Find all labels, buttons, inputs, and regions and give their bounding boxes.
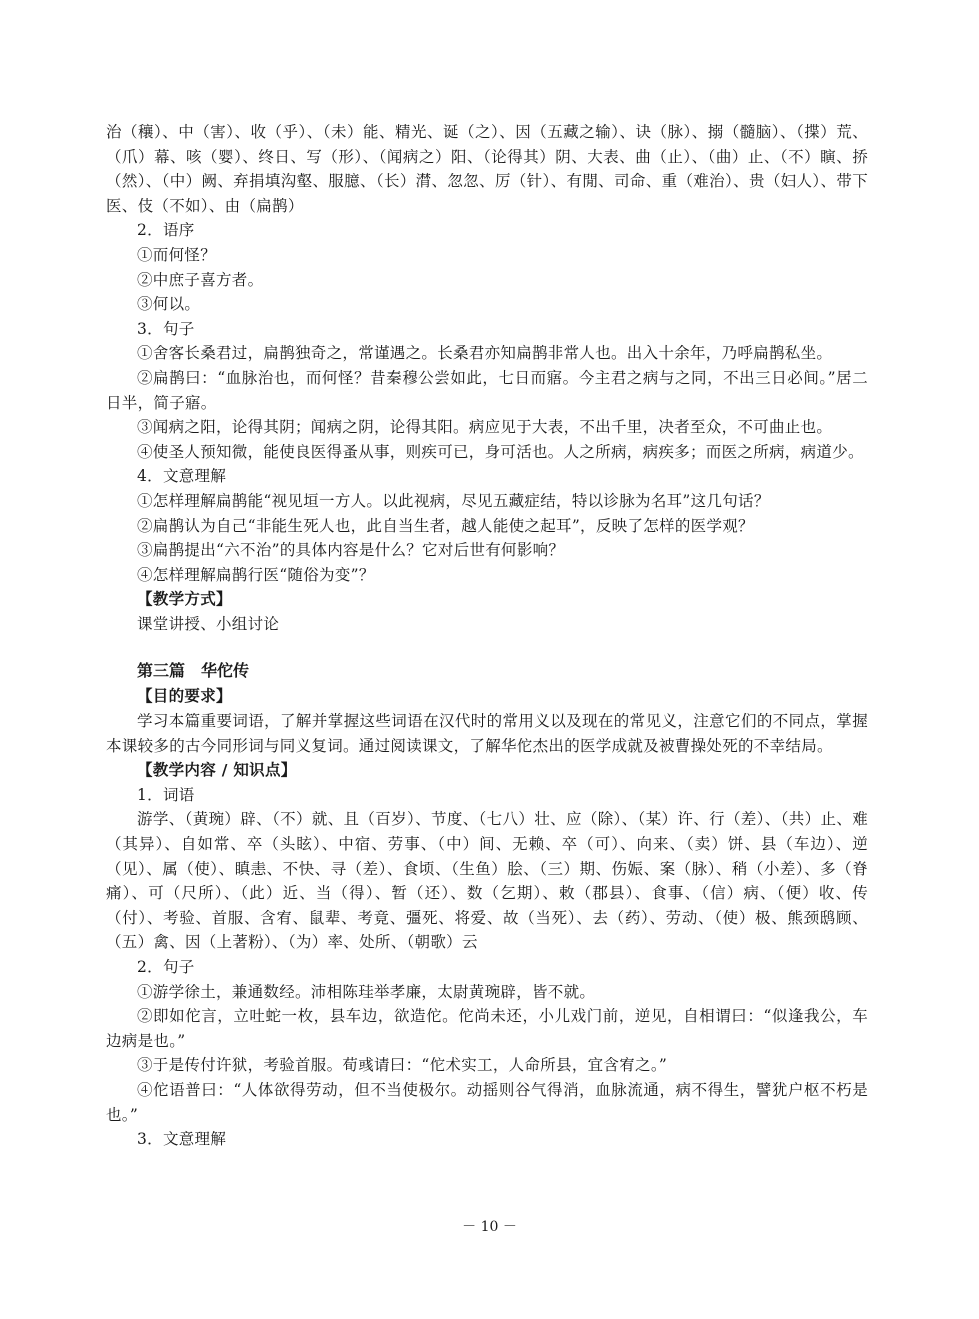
sentence-item: ②扁鹊曰：“血脉治也，而何怪？昔秦穆公尝如此，七日而寤。今主君之病与之同，不出三日必间。”居二日半，简子寤。 [106, 368, 868, 412]
comprehension-item: ④怎样理解扁鹊行医“随俗为变”？ [137, 565, 375, 584]
vocab-list-continued: 治（穰）、中（害）、收（乎）、（未）能、精光、诞（之）、因（五藏之输）、诀（脉）、搦（髓脑）、（揲）荒、（爪）幕、咳（婴）、终日、写（形）、（闻病之）阳、（论得其）阴、大表、曲（止）、（曲）止、（不）瞚、挢（然）、（中）阙、弃捐填沟壑、服臆、（长）潸、忽忽、厉（针）、有閒、司命、重（难治）、贵（妇人）、带下医、伎（不如）、由（扁鹊） [106, 123, 868, 215]
sentence-item: ④佗语普曰：“人体欲得劳动，但不当使极尔。动摇则谷气得消，血脉流通，病不得生，譬犹户枢不朽是也。” [106, 1080, 868, 1124]
sentence-item: ①游学徐土，兼通数经。沛相陈珪举孝廉，太尉黄琬辟，皆不就。 [137, 982, 596, 1001]
sentences-heading: 2．句子 [137, 958, 195, 976]
sentence-item: ②即如佗言，立吐蛇一枚，县车边，欲造佗。佗尚未还，小儿戏门前，逆见，自相谓曰：“似逢我公，车边病是也。” [106, 1007, 868, 1050]
word-order-item: ②中庶子喜方者。 [137, 270, 264, 289]
sentence-item: ①舍客长桑君过，扁鹊独奇之，常谨遇之。长桑君亦知扁鹊非常人也。出入十余年，乃呼扁鹊私坐。 [137, 344, 833, 363]
teaching-method-heading: 【教学方式】 [137, 590, 232, 609]
page-number: － 10 － [462, 1219, 517, 1235]
word-order-item: ①而何怪？ [137, 245, 217, 264]
sentence-item: ④使圣人预知微，能使良医得蚤从事，则疾可已，身可活也。人之所病，病疾多；而医之所病，病道少。 [137, 442, 864, 461]
comprehension-heading: 3．文意理解 [137, 1130, 227, 1149]
comprehension-item: ②扁鹊认为自己“非能生死人也，此自当生者，越人能使之起耳”，反映了怎样的医学观？ [137, 516, 754, 535]
word-order-item: ③何以。 [137, 295, 201, 314]
goal-heading: 【目的要求】 [137, 687, 232, 706]
article-title: 第三篇 华佗传 [137, 661, 250, 681]
comprehension-item: ③扁鹊提出“六不治”的具体内容是什么？它对后世有何影响？ [137, 541, 565, 560]
comprehension-heading: 4．文意理解 [137, 467, 227, 486]
vocab-list: 游学、（黄琬）辟、（不）就、且（百岁）、节度、（七八）壮、应（除）、（某）许、行（差）、（共）止、难（其异）、自如常、卒（头眩）、中宿、劳事、（中）间、无赖、卒（可）、向来、（卖）饼、县（车边）、逆（见）、属（使）、瞋恚、不快、寻（差）、食顷、（生鱼）脍、（三）期、伤娠、案（脉）、稍（小差）、多（脊痛）、可（尺所）、（此）近、当（得）、暂（还）、数（乞期）、敕（郡县）、食事、（信）病、（便）收、传（付）、考验、首服、含宥、鼠辈、考竟、彊死、将爱、故（当死）、去（药）、劳动、（使）极、熊颈鸱顾、（五）禽、因（上著粉）、（为）率、处所、（朝歌）云 [106, 810, 868, 952]
section-gap [106, 636, 868, 658]
sentence-item: ③闻病之阳，论得其阴；闻病之阴，论得其阳。病应见于大表，不出千里，决者至众，不可曲止也。 [137, 418, 833, 437]
document-body [106, 120, 868, 1152]
comprehension-item: ①怎样理解扁鹊能“视见垣一方人。以此视病，尽见五藏症结，特以诊脉为名耳”这几句话？ [137, 491, 770, 510]
word-order-heading: 2．语序 [137, 221, 195, 240]
teaching-method-text: 课堂讲授、小组讨论 [137, 614, 280, 633]
vocab-heading: 1．词语 [137, 785, 195, 804]
content-heading: 【教学内容 / 知识点】 [137, 761, 297, 780]
goal-text: 学习本篇重要词语，了解并掌握这些词语在汉代时的常用义以及现在的常见义，注意它们的不同点，掌握本课较多的古今同形词与同义复词。通过阅读课文，了解华佗杰出的医学成就及被曹操处死的不幸结局。 [106, 712, 868, 755]
sentence-item: ③于是传付许狱，考验首服。荀彧请曰：“佗术实工，人命所县，宜含宥之。” [137, 1056, 668, 1075]
sentences-heading: 3．句子 [137, 319, 195, 338]
